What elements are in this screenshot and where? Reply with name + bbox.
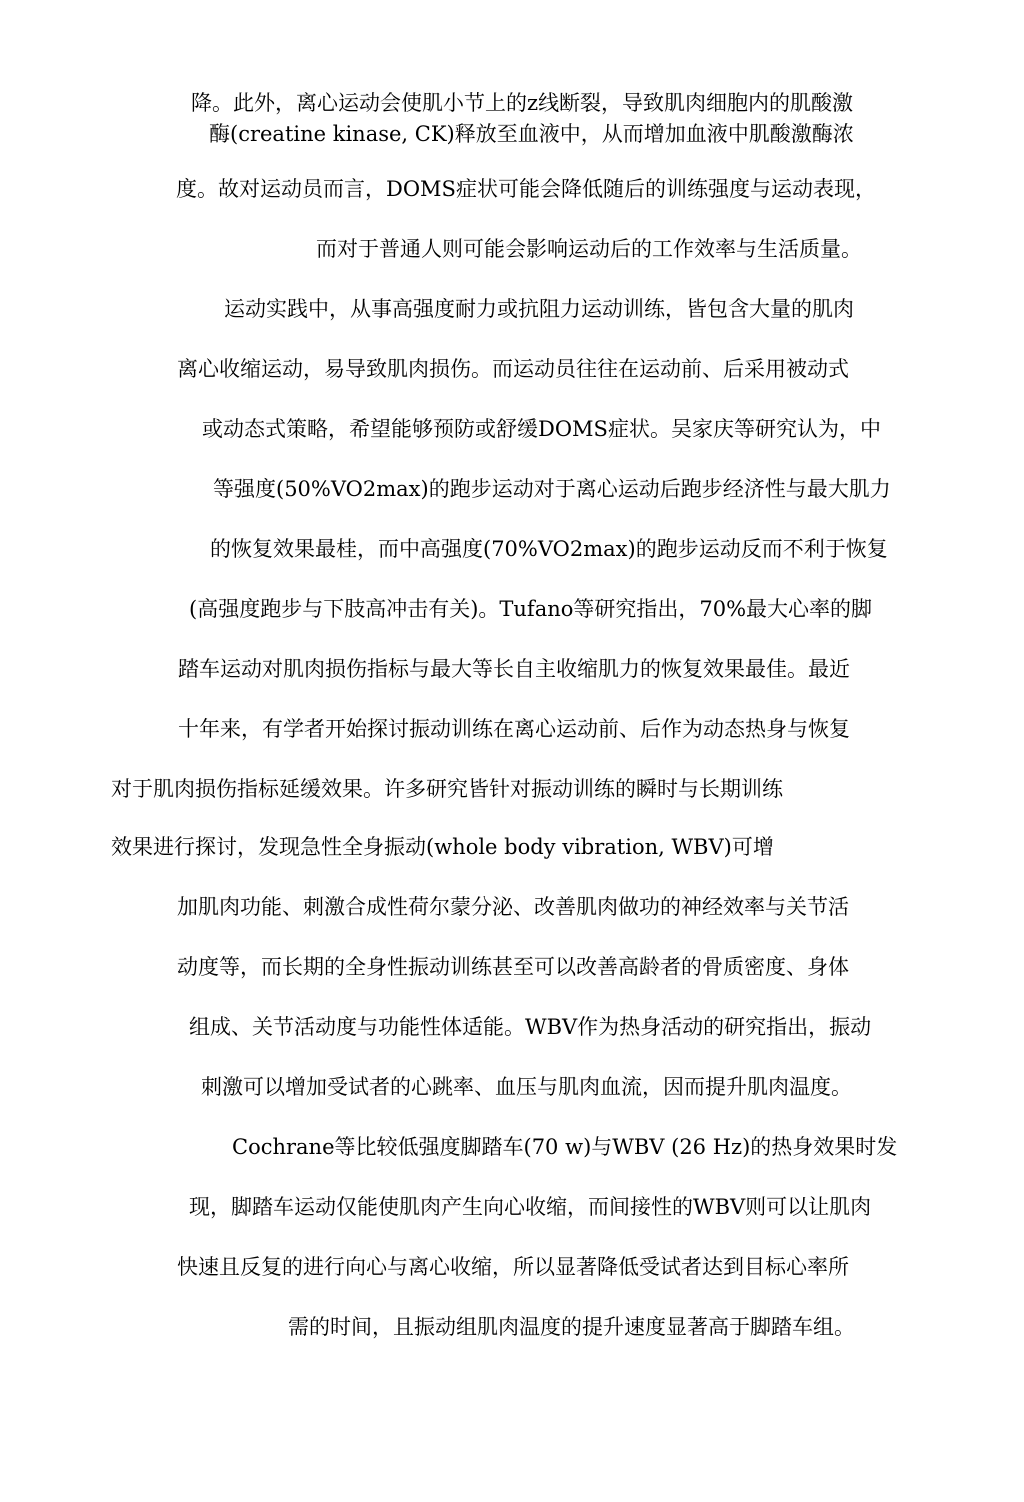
text-line-18: 刺激可以增加受试者的心跳率、血压与肌肉血流，因而提升肌肉温度。 xyxy=(201,1075,852,1099)
text-line-9: 的恢复效果最桂，而中高强度(70%VO2max)的跑步运动反而不利于恢复 xyxy=(210,537,888,561)
text-line-2: 酶(creatine kinase, CK)释放至血液中，从而增加血液中肌酸激酶浓 xyxy=(209,122,854,146)
text-line-6: 离心收缩运动，易导致肌肉损伤。而运动员往往在运动前、后采用被动式 xyxy=(177,357,849,381)
text-line-4: 而对于普通人则可能会影响运动后的工作效率与生活质量。 xyxy=(316,237,862,261)
text-line-19: Cochrane等比较低强度脚踏车(70 w)与WBV (26 Hz)的热身效果时发 xyxy=(232,1135,898,1159)
text-line-7: 或动态式策略，希望能够预防或舒缓DOMS症状。吴家庆等研究认为，中 xyxy=(202,417,881,441)
text-line-5: 运动实践中，从事高强度耐力或抗阻力运动训练，皆包含大量的肌肉 xyxy=(224,297,854,321)
text-line-21: 快速且反复的进行向心与离心收缩，所以显著降低受试者达到目标心率所 xyxy=(177,1255,849,1279)
text-line-1: 降。此外，离心运动会使肌小节上的z线断裂，导致肌肉细胞内的肌酸激 xyxy=(191,91,854,115)
text-line-11: 踏车运动对肌肉损伤指标与最大等长自主收缩肌力的恢复效果最佳。最近 xyxy=(178,657,850,681)
text-line-13: 对于肌肉损伤指标延缓效果。许多研究皆针对振动训练的瞬时与长期训练 xyxy=(111,777,783,801)
text-line-14: 效果进行探讨，发现急性全身振动(whole body vibration, WBV)可增 xyxy=(111,835,774,859)
text-line-15: 加肌肉功能、刺激合成性荷尔蒙分泌、改善肌肉做功的神经效率与关节活 xyxy=(177,895,849,919)
text-line-17: 组成、关节活动度与功能性体适能。WBV作为热身活动的研究指出，振动 xyxy=(189,1015,872,1039)
text-line-22: 需的时间，且振动组肌肉温度的提升速度显著高于脚踏车组。 xyxy=(288,1315,855,1339)
text-line-20: 现，脚踏车运动仅能使肌肉产生向心收缩，而间接性的WBV则可以让肌肉 xyxy=(189,1195,872,1219)
text-line-10: (高强度跑步与下肢高冲击有关)。Tufano等研究指出，70%最大心率的脚 xyxy=(189,597,873,621)
text-line-12: 十年来，有学者开始探讨振动训练在离心运动前、后作为动态热身与恢复 xyxy=(178,717,850,741)
text-line-8: 等强度(50%VO2max)的跑步运动对于离心运动后跑步经济性与最大肌力 xyxy=(213,477,891,501)
text-line-3: 度。故对运动员而言，DOMS症状可能会降低随后的训练强度与运动表现， xyxy=(176,177,876,201)
text-line-16: 动度等，而长期的全身性振动训练甚至可以改善高龄者的骨质密度、身体 xyxy=(177,955,849,979)
